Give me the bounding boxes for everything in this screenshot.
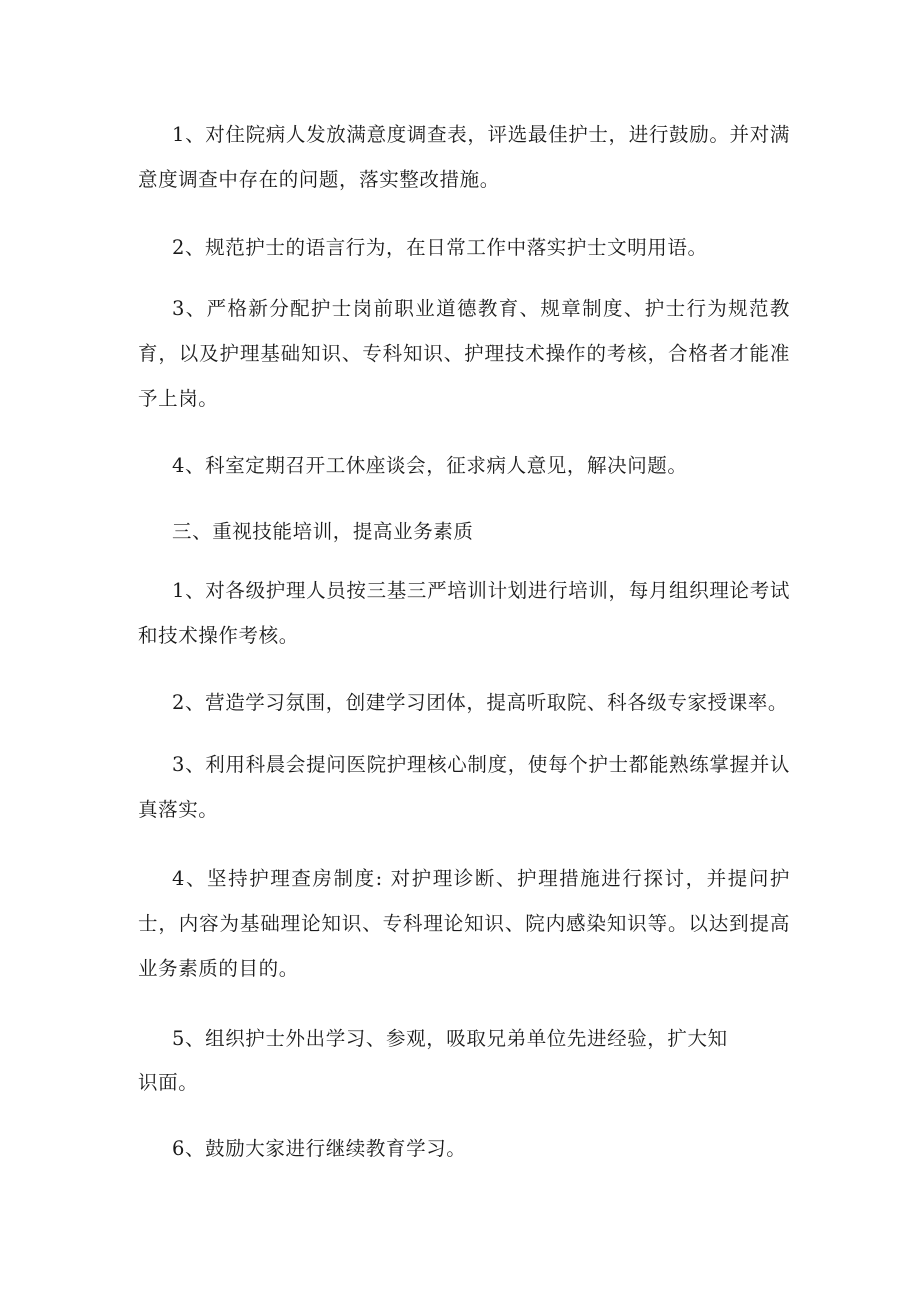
paragraph-new-nurse-education: 3、严格新分配护士岗前职业道德教育、规章制度、护士行为规范教育，以及护理基础知识、专科知识、护理技术操作的考核，合格者才能准予上岗。 — [138, 297, 790, 410]
paragraph-continuing-education: 6、鼓励大家进行继续教育学习。 — [172, 1137, 467, 1160]
paragraph-external-study: 5、组织护士外出学习、参观，吸取兄弟单位先进经验，扩大知 — [172, 1027, 728, 1050]
paragraph-patient-satisfaction: 1、对住院病人发放满意度调查表，评选最佳护士，进行鼓励。并对满意度调查中存在的问题，落实整改措施。 — [138, 123, 790, 191]
paragraph-external-study-continued: 识面。 — [138, 1071, 199, 1094]
paragraph-ward-rounds: 4、坚持护理查房制度: 对护理诊断、护理措施进行探讨，并提问护士，内容为基础理论知识、专科理论知识、院内感染知识等。以达到提高业务素质的目的。 — [138, 867, 790, 980]
paragraph-morning-meeting: 3、利用科晨会提问医院护理核心制度，使每个护士都能熟练掌握并认真落实。 — [138, 753, 790, 821]
paragraph-symposium: 4、科室定期召开工休座谈会，征求病人意见，解决问题。 — [172, 454, 688, 477]
paragraph-training-plan: 1、对各级护理人员按三基三严培训计划进行培训，每月组织理论考试和技术操作考核。 — [138, 579, 790, 647]
paragraph-learning-atmosphere: 2、营造学习氛围，创建学习团体，提高听取院、科各级专家授课率。 — [172, 691, 789, 714]
paragraph-language-behavior: 2、规范护士的语言行为，在日常工作中落实护士文明用语。 — [172, 236, 708, 259]
section-heading-skills-training: 三、重视技能培训，提高业务素质 — [172, 520, 474, 543]
